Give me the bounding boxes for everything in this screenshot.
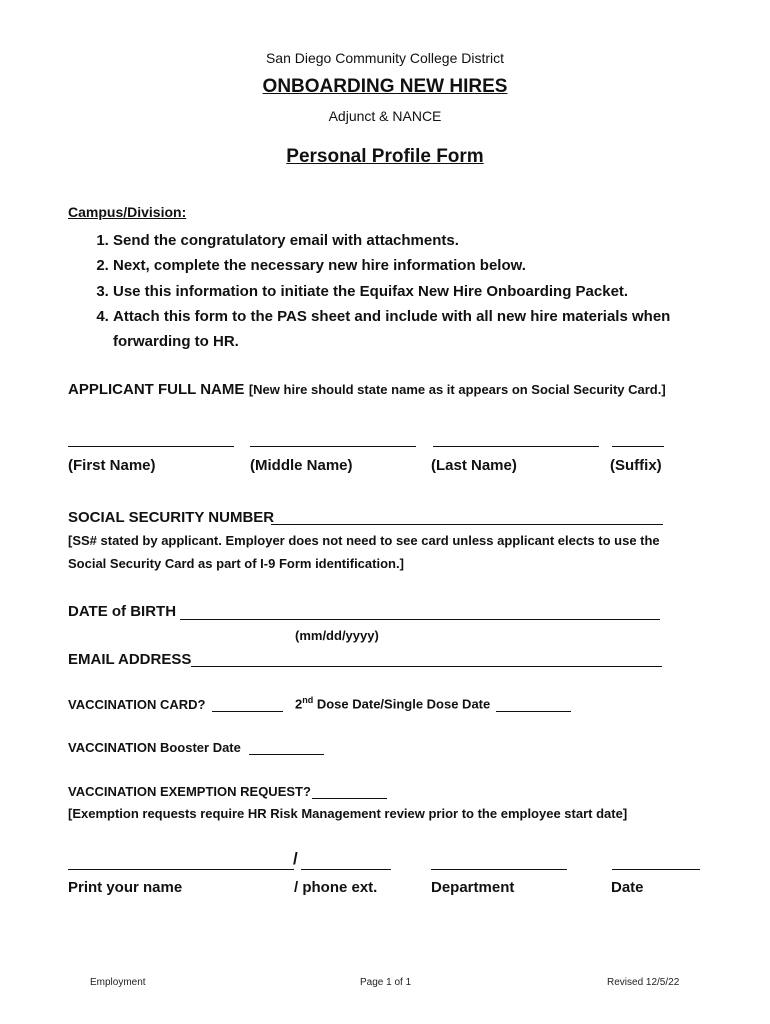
campus-division-heading: Campus/Division: [68,204,187,220]
ssn-line[interactable] [271,524,663,525]
district-name: San Diego Community College District [265,50,505,66]
ssn-note-line2: Social Security Card as part of I-9 Form identification.] [68,556,404,571]
phone-ext-line[interactable] [301,869,391,870]
print-name-line[interactable] [68,869,294,870]
instruction-step: 2. Next, complete the necessary new hire information below. [113,253,733,278]
booster-date-label: VACCINATION Booster Date [68,740,241,755]
applicant-name-label: APPLICANT FULL NAME [68,381,245,398]
vaccination-card-label: VACCINATION CARD? [68,697,206,712]
footer-page-number: Page 1 of 1 [360,977,412,988]
exemption-note: [Exemption requests require HR Risk Management review prior to the employee start date] [68,806,628,821]
footer-left: Employment [90,977,146,988]
middle-name-label: (Middle Name) [250,457,353,474]
email-label: EMAIL ADDRESS [68,651,192,668]
form-subtitle: Adjunct & NANCE [328,108,442,124]
dose-date-line[interactable] [496,711,571,712]
instruction-step: 4. Attach this form to the PAS sheet and include with all new hire materials when forwarding to HR. [113,304,733,355]
instruction-steps [86,228,733,354]
dob-format: (mm/dd/yyyy) [295,628,379,643]
email-line[interactable] [191,666,662,667]
first-name-label: (First Name) [68,457,156,474]
suffix-line[interactable] [612,446,664,447]
ssn-label: SOCIAL SECURITY NUMBER [68,509,275,526]
dob-label: DATE of BIRTH [68,603,177,620]
suffix-label: (Suffix) [610,457,662,474]
applicant-name-note: [New hire should state name as it appears on Social Security Card.] [248,382,666,397]
last-name-line[interactable] [433,446,599,447]
exemption-label: VACCINATION EXEMPTION REQUEST? [68,784,311,799]
department-label: Department [431,879,515,896]
dob-line[interactable] [180,619,660,620]
instruction-step: 3. Use this information to initiate the Equifax New Hire Onboarding Packet. [113,279,733,304]
slash-separator: / [293,849,298,868]
phone-ext-label: / phone ext. [294,879,378,896]
department-line[interactable] [431,869,567,870]
form-main-title: ONBOARDING NEW HIRES [262,76,508,97]
date-line[interactable] [612,869,700,870]
vaccination-card-line[interactable] [212,711,283,712]
ssn-note-line1: [SS# stated by applicant. Employer does not need to see card unless applicant elects to use the [68,533,660,548]
booster-date-line[interactable] [249,754,324,755]
applicant-name-heading [68,381,666,399]
footer-revised-date: Revised 12/5/22 [607,977,680,988]
first-name-line[interactable] [68,446,234,447]
dose-date-label: 2nd Dose Date/Single Dose Date [295,695,491,712]
form-title: Personal Profile Form [286,146,484,167]
print-name-label: Print your name [68,879,183,896]
instruction-step: 1. Send the congratulatory email with attachments. [113,228,733,253]
exemption-line[interactable] [312,798,387,799]
middle-name-line[interactable] [250,446,416,447]
date-label: Date [611,879,644,896]
last-name-label: (Last Name) [431,457,517,474]
